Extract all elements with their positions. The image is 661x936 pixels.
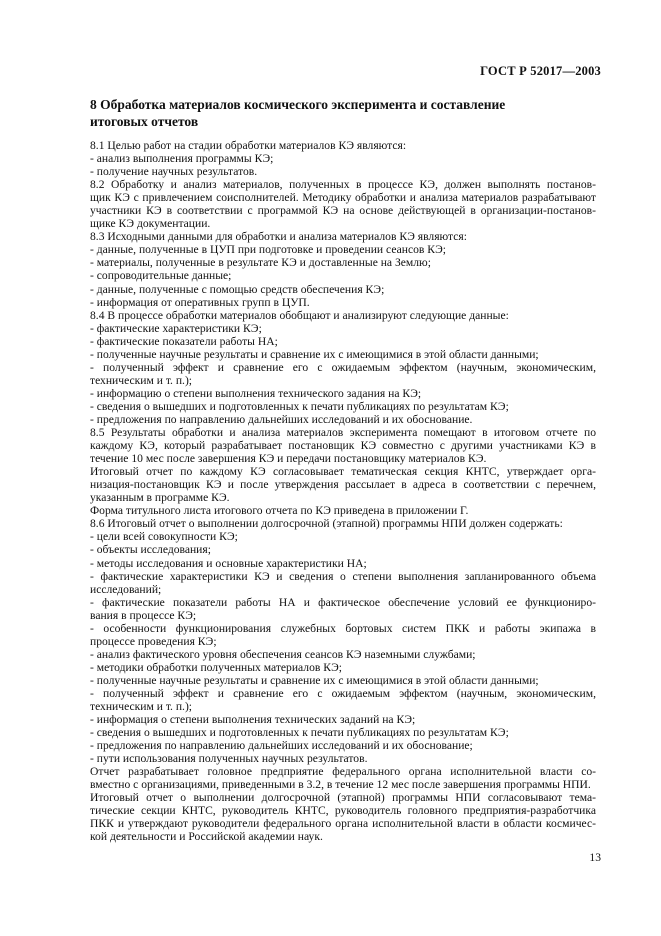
text-line: 8.1 Целью работ на стадии обработки материалов КЭ являются: — [90, 139, 407, 152]
text-line: каждому КЭ, который разрабатывает постановщик КЭ совместно с другими участниками КЭ в — [90, 439, 596, 453]
text-line: - фактические показатели работы НА; — [90, 334, 278, 348]
text-line: низация-постановщик КЭ и после утверждения рассылает в адреса в соответствии с перечнем, — [90, 478, 596, 492]
text-line: - сведения о вышедших и подготовленных к печати публикациях по результатам КЭ; — [90, 726, 509, 740]
text-line: процессе проведения КЭ; — [90, 634, 217, 648]
text-line: - полученные научные результаты и сравнение их с имеющимися в этой области данными; — [90, 673, 539, 687]
text-line: вместно с организациями, приведенными в 3.2, в течение 12 мес после завершения программы НПИ. — [90, 778, 591, 792]
text-line: - фактические характеристики КЭ и сведения о степени выполнения запланированного объема — [90, 569, 596, 583]
text-line: Отчет разрабатывает головное предприятие федерального органа исполнительной власти со- — [90, 765, 596, 779]
section-body — [90, 139, 596, 844]
text-line: - данные, полученные в ЦУП при подготовке и проведении сеансов КЭ; — [90, 243, 447, 257]
text-line: - полученные научные результаты и сравнение их с имеющимися в этой области данными; — [90, 347, 539, 361]
page-number: 13 — [589, 851, 601, 864]
text-line: - фактические характеристики КЭ; — [90, 321, 262, 335]
text-line: щике КЭ документации. — [90, 217, 211, 231]
text-line: - получение научных результатов. — [90, 165, 258, 179]
text-line: - сопроводительные данные; — [90, 269, 232, 283]
text-line: - объекты исследования; — [90, 543, 211, 557]
text-line: щик КЭ с привлечением соисполнителей. Методику обработки и анализа материалов разрабатывают — [90, 191, 596, 205]
text-line: исследований; — [90, 582, 162, 596]
text-line: указанным в программе КЭ. — [90, 491, 230, 505]
text-line: техническим и т. п.); — [90, 700, 193, 714]
text-line: течение 10 мес после завершения КЭ и передачи постановщику материалов КЭ. — [90, 452, 487, 466]
text-line: - полученный эффект и сравнение его с ожидаемым эффектом (научным, экономическим, — [90, 686, 596, 700]
text-line: - сведения о вышедших и подготовленных к печати публикациях по результатам КЭ; — [90, 399, 509, 413]
text-line: - анализ выполнения программы КЭ; — [90, 152, 274, 166]
text-line: участники КЭ в соответствии с программой КЭ на основе действующей в организации-постанов- — [90, 204, 596, 218]
text-line: - особенности функционирования служебных бортовых систем ПКК и работы экипажа в — [90, 621, 596, 635]
text-line: вания в процессе КЭ; — [90, 608, 197, 622]
text-line: тические секции КНТС, руководитель КНТС, руководитель головного предприятия-разработчика — [90, 804, 596, 818]
text-line: 8.4 В процессе обработки материалов обобщают и анализируют следующие данные: — [90, 308, 509, 322]
text-line: - информация о степени выполнения технических заданий на КЭ; — [90, 713, 416, 727]
text-line: - предложения по направлению дальнейших исследований и их обоснование; — [90, 739, 473, 753]
text-line: - методики обработки полученных материалов КЭ; — [90, 660, 343, 674]
text-line: - полученный эффект и сравнение его с ожидаемым эффектом (научным, экономическим, — [90, 360, 596, 374]
text-line: - пути использования полученных научных результатов. — [90, 752, 368, 766]
text-line: - информация от оперативных групп в ЦУП. — [90, 295, 310, 309]
section-title: 8 Обработка материалов космического эксперимента и составление итоговых отчетов — [90, 97, 506, 129]
text-line: 8.5 Результаты обработки и анализа материалов эксперимента помещают в итоговом отчете по — [90, 426, 596, 440]
text-line: 8.2 Обработку и анализ материалов, полученных в процессе КЭ, должен выполнять постанов- — [90, 178, 596, 192]
text-line: Итоговый отчет по каждому КЭ согласовывает тематическая секция КНТС, утверждает орга- — [90, 465, 596, 479]
text-line: 8.3 Исходными данными для обработки и анализа материалов КЭ являются: — [90, 230, 467, 244]
text-line: - анализ фактического уровня обеспечения сеансов КЭ наземными службами; — [90, 647, 476, 661]
text-line: - данные, полученные с помощью средств обеспечения КЭ; — [90, 282, 385, 296]
text-line: - материалы, полученные в результате КЭ и доставленные на Землю; — [90, 256, 431, 270]
text-line: Форма титульного листа итогового отчета по КЭ приведена в приложении Г. — [90, 504, 469, 518]
text-line: - методы исследования и основные характеристики НА; — [90, 556, 367, 570]
text-line: ПКК и утверждают руководители федерального органа исполнительной власти в области космичес- — [90, 817, 596, 831]
text-line: Итоговый отчет о выполнении долгосрочной (этапной) программы НПИ согласовывают тема- — [90, 791, 596, 805]
text-line: 8.6 Итоговый отчет о выполнении долгосрочной (этапной) программы НПИ должен содержать: — [90, 517, 563, 531]
text-line: - фактические показатели работы НА и фактическое обеспечение условий ее функциониро- — [90, 595, 596, 609]
text-line: кой деятельности и Российской академии наук. — [90, 830, 323, 844]
text-line: - цели всей совокупности КЭ; — [90, 530, 238, 544]
text-line: техническим и т. п.); — [90, 373, 193, 387]
standard-designation: ГОСТ Р 52017—2003 — [480, 64, 601, 78]
text-line: - информацию о степени выполнения технического задания на КЭ; — [90, 386, 422, 400]
text-line: - предложения по направлению дальнейших исследований и их обоснование. — [90, 412, 473, 426]
